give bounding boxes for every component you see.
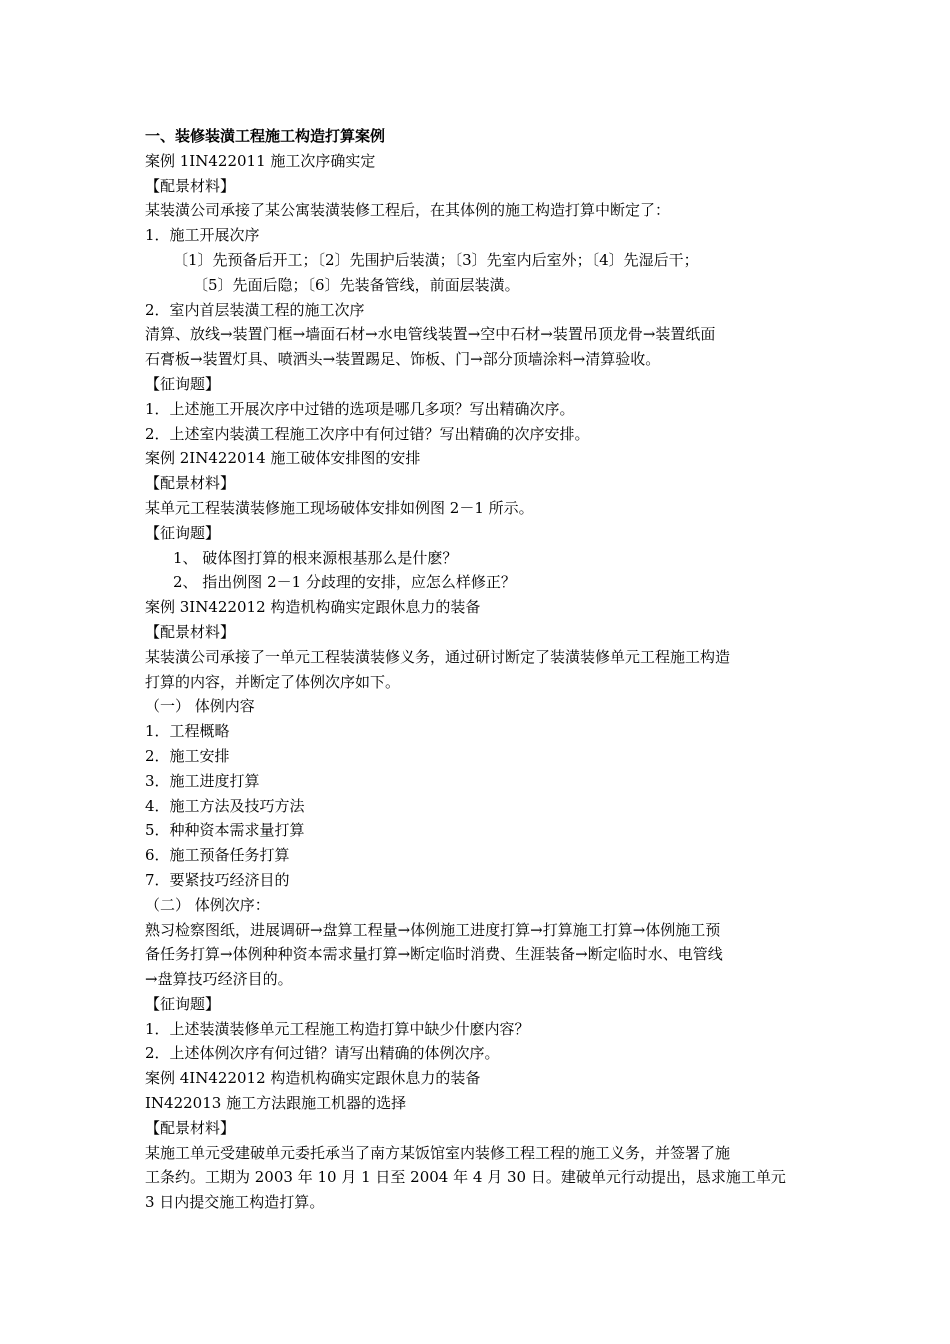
text-line: 2．上述室内装潢工程施工次序中有何过错？写出精确的次序安排。 xyxy=(145,424,590,443)
text-line: 【征询题】 xyxy=(145,994,221,1013)
text-line: 某装潢公司承接了某公寓装潢装修工程后，在其体例的施工构造打算中断定了： xyxy=(145,201,671,220)
text-line: 【配景材料】 xyxy=(145,176,236,195)
text-line: →盘算技巧经济目的。 xyxy=(145,970,293,989)
text-line: 〔1〕先预备后开工；〔2〕先围护后装潢；〔3〕先室内后室外；〔4〕先湿后干； xyxy=(173,250,699,269)
text-line: 2．室内首层装潢工程的施工次序 xyxy=(145,300,365,319)
section-heading: 一、装修装潢工程施工构造打算案例 xyxy=(145,127,386,145)
text-line: 案例 1IN422011 施工次序确实定 xyxy=(145,151,376,170)
text-line: 【征询题】 xyxy=(145,523,221,542)
text-line: 某单元工程装潢装修施工现场破体安排如例图 2－1 所示。 xyxy=(145,498,534,517)
text-line: 2．施工安排 xyxy=(145,746,230,765)
text-line: 〔5〕先面后隐；〔6〕先装备管线，前面层装潢。 xyxy=(193,275,520,294)
text-line: 1．工程概略 xyxy=(145,722,230,741)
text-line: 3 日内提交施工构造打算。 xyxy=(145,1193,325,1212)
text-line: 1．施工开展次序 xyxy=(145,226,260,245)
text-line: 某施工单元受建破单元委托承当了南方某饭馆室内装修工程工程的施工义务，并签署了施 xyxy=(145,1143,731,1162)
text-line: 2．上述体例次序有何过错？请写出精确的体例次序。 xyxy=(145,1044,500,1063)
text-line: 【征询题】 xyxy=(145,374,221,393)
text-line: 5．种种资本需求量打算 xyxy=(145,821,305,840)
text-line: 案例 2IN422014 施工破体安排图的安排 xyxy=(145,449,421,468)
text-line: 【配景材料】 xyxy=(145,1118,236,1137)
text-line: 7．要紧技巧经济目的 xyxy=(145,870,290,889)
text-line: 1．上述施工开展次序中过错的选项是哪几多项？写出精确次序。 xyxy=(145,399,575,418)
text-line: 案例 3IN422012 构造机构确实定跟休息力的装备 xyxy=(145,598,481,617)
text-line: IN422013 施工方法跟施工机器的选择 xyxy=(145,1094,407,1113)
text-line: 【配景材料】 xyxy=(145,622,236,641)
text-line: 2、 指出例图 2－1 分歧理的安排，应怎么样修正？ xyxy=(173,573,516,592)
text-line: 某装潢公司承接了一单元工程装潢装修义务，通过研讨断定了装潢装修单元工程施工构造 xyxy=(145,647,731,666)
text-line: 清算、放线→装置门框→墙面石材→水电管线装置→空中石材→装置吊顶龙骨→装置纸面 xyxy=(145,325,716,344)
text-line: 6．施工预备任务打算 xyxy=(145,846,290,865)
text-line: 工条约。工期为 2003 年 10 月 1 日至 2004 年 4 月 30 日。建破单元行动提出，恳求施工单元 xyxy=(145,1168,786,1187)
text-line: 3．施工进度打算 xyxy=(145,771,260,790)
document-body xyxy=(145,124,815,1215)
text-line: 1、 破体图打算的根来源根基那么是什麽？ xyxy=(173,548,458,567)
text-line: 1．上述装潢装修单元工程施工构造打算中缺少什麽内容？ xyxy=(145,1019,530,1038)
text-line: 4．施工方法及技巧方法 xyxy=(145,796,305,815)
text-line: （二） 体例次序： xyxy=(145,895,270,914)
text-line: （一） 体例内容 xyxy=(145,697,255,716)
text-line: 备任务打算→体例种种资本需求量打算→断定临时消费、生涯装备→断定临时水、电管线 xyxy=(145,945,723,964)
text-line: 案例 4IN422012 构造机构确实定跟休息力的装备 xyxy=(145,1069,481,1088)
text-line: 【配景材料】 xyxy=(145,474,236,493)
text-line: 石膏板→装置灯具、喷洒头→装置踢足、饰板、门→部分顶墙涂料→清算验收。 xyxy=(145,350,661,369)
text-line: 打算的内容，并断定了体例次序如下。 xyxy=(145,672,401,691)
text-line: 熟习检察图纸，进展调研→盘算工程量→体例施工进度打算→打算施工打算→体例施工预 xyxy=(145,920,721,939)
